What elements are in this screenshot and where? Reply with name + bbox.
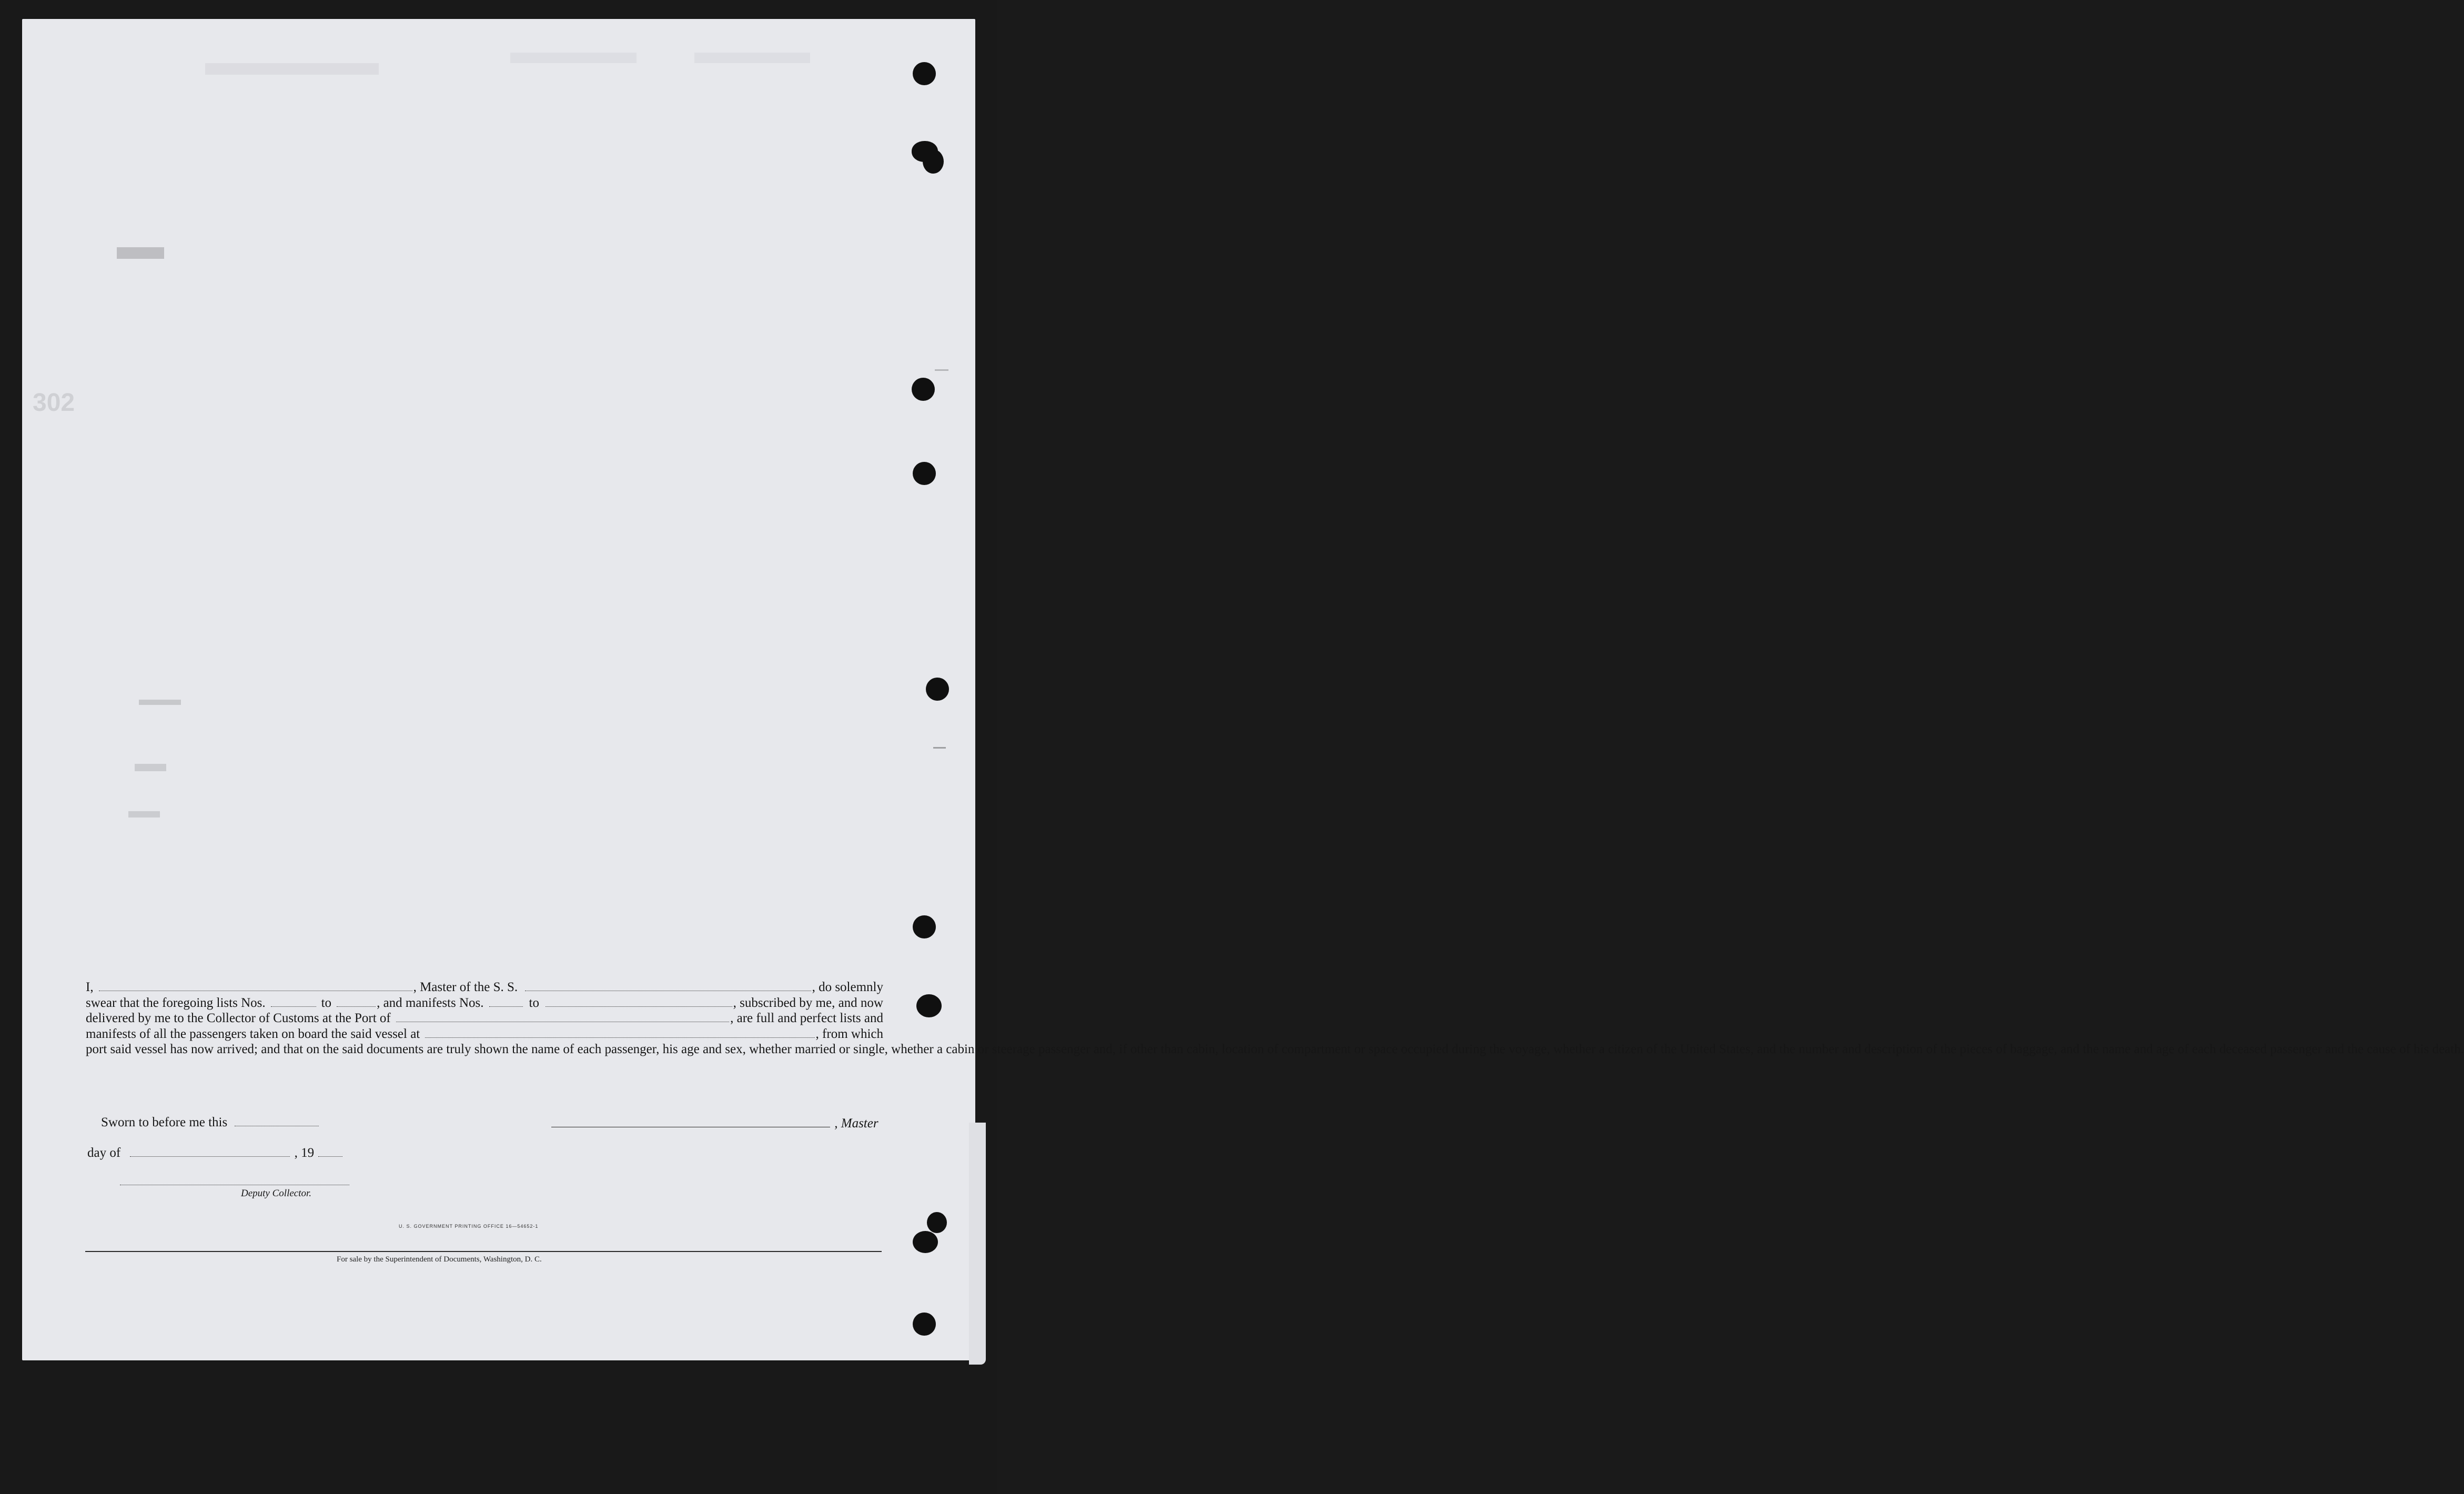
punch-hole <box>913 62 936 85</box>
port-field[interactable] <box>396 1012 729 1022</box>
master-label: , Master <box>834 1116 878 1130</box>
scan-mark <box>135 764 166 771</box>
embarkation-port-field[interactable] <box>425 1028 814 1038</box>
oath-text: to <box>321 995 332 1010</box>
scan-mark <box>933 747 946 749</box>
oath-line-4 <box>86 1026 883 1042</box>
oath-text: , are full and perfect lists and <box>730 1011 883 1026</box>
oath-text: , and manifests Nos. <box>377 995 484 1010</box>
page-curl <box>969 1123 986 1365</box>
sworn-row <box>101 1115 320 1130</box>
manifests-to-field[interactable] <box>546 997 732 1007</box>
oath-text: , subscribed by me, and now <box>733 995 883 1010</box>
faint-header-mark <box>510 53 637 63</box>
printing-office-note: U. S. GOVERNMENT PRINTING OFFICE 16—54652-1 <box>399 1224 539 1229</box>
punch-hole <box>913 1231 938 1253</box>
scan-mark <box>117 247 164 259</box>
faint-stamp: 302 <box>33 389 75 417</box>
oath-text: I, <box>86 980 94 994</box>
oath-text: , from which <box>815 1026 883 1041</box>
sworn-date-field[interactable] <box>235 1116 319 1126</box>
lists-to-field[interactable] <box>337 997 376 1007</box>
master-signature-row <box>550 1116 878 1131</box>
punch-hole <box>912 378 935 401</box>
oath-body: port said vessel has now arrived; and that on the said documents are truly shown the name of each passenger, his age and sex, whether married or single, whether a cabin or steerage passenger and, if other than cabin, location of compartment or space occupied during the voyage, whether a citizen of the United States, and the number and description of the pieces of baggage, and the name and age of each deceased passenger and the cause of his death. <box>86 1042 2464 1057</box>
punch-hole <box>926 678 949 701</box>
punch-hole <box>927 1212 947 1233</box>
punch-hole <box>923 149 944 174</box>
punch-hole <box>916 994 942 1017</box>
oath-declaration <box>86 980 2464 1057</box>
oath-text: delivered by me to the Collector of Customs at the Port of <box>86 1011 391 1026</box>
day-of-label: day of <box>87 1146 121 1160</box>
sworn-label: Sworn to before me this <box>101 1115 228 1129</box>
faint-header-mark <box>205 63 379 75</box>
punch-hole <box>913 915 936 938</box>
punch-hole <box>913 462 936 485</box>
scan-mark <box>139 700 181 705</box>
oath-text: swear that the foregoing lists Nos. <box>86 995 266 1010</box>
oath-line-2 <box>86 995 883 1011</box>
deputy-collector-label: Deputy Collector. <box>241 1188 312 1199</box>
scan-mark <box>935 369 948 371</box>
master-signature-field[interactable] <box>551 1117 830 1127</box>
oath-line-1 <box>86 980 883 995</box>
year-field[interactable] <box>318 1147 342 1157</box>
scan-mark <box>128 811 160 817</box>
punch-hole <box>913 1313 936 1336</box>
oath-text: to <box>529 995 539 1010</box>
year-label: , 19 <box>294 1146 315 1160</box>
faint-header-mark <box>694 53 810 63</box>
month-field[interactable] <box>130 1147 290 1157</box>
footer-note: For sale by the Superintendent of Documents, Washington, D. C. <box>337 1255 542 1264</box>
oath-text: , do solemnly <box>812 980 883 994</box>
master-name-field[interactable] <box>99 981 412 991</box>
vessel-name-field[interactable] <box>525 981 811 991</box>
manifests-from-field[interactable] <box>489 997 523 1007</box>
deputy-row <box>119 1175 350 1185</box>
footer-rule <box>85 1251 882 1252</box>
oath-line-3 <box>86 1011 883 1026</box>
deputy-signature-field[interactable] <box>120 1175 349 1185</box>
lists-from-field[interactable] <box>271 997 316 1007</box>
day-of-row <box>87 1146 344 1160</box>
oath-text: manifests of all the passengers taken on board the said vessel at <box>86 1026 420 1041</box>
oath-text: , Master of the S. S. <box>413 980 518 994</box>
